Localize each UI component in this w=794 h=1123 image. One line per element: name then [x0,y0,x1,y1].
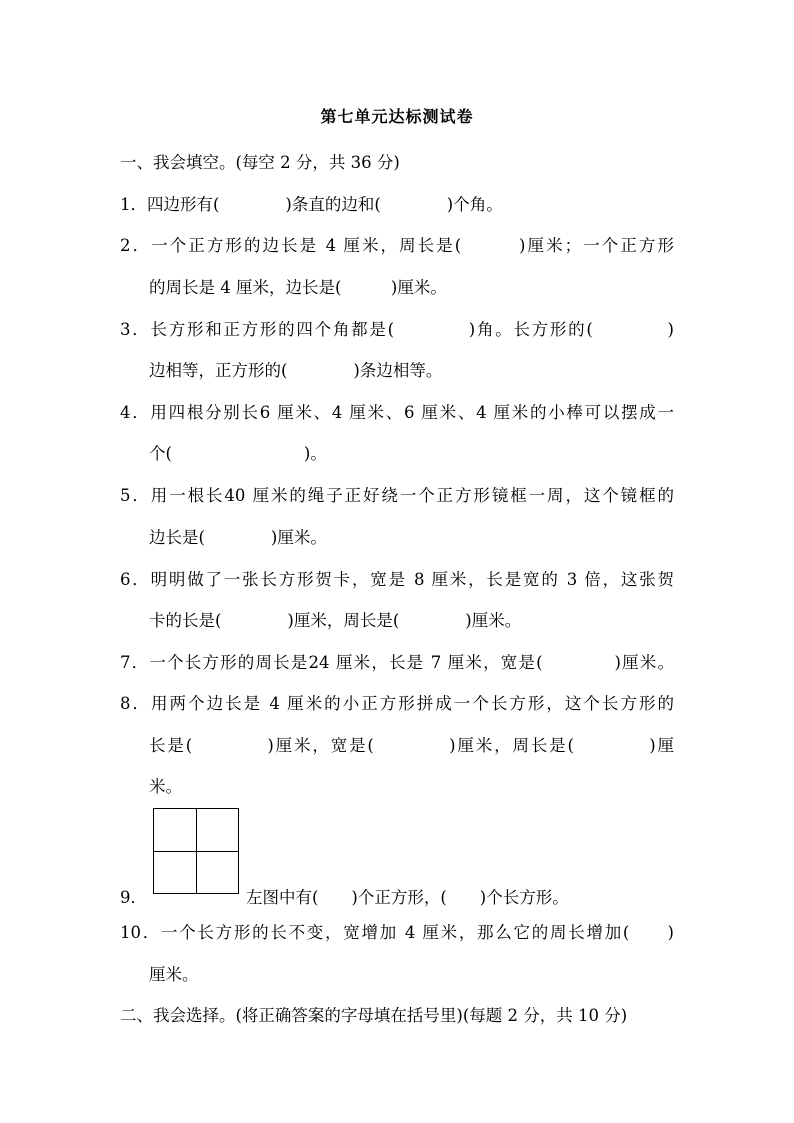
section-heading-fill-in: 一、我会填空。(每空 2 分，共 36 分) [120,153,400,172]
four-square-grid-figure [153,808,239,894]
question-9-text: 左图中有( )个正方形，( )个长方形。 [246,888,569,907]
question-10-line-2: 厘米。 [149,965,199,984]
question-4-line-1: 4．用四根分别长6 厘米、4 厘米、6 厘米、4 厘米的小棒可以摆成一 [120,403,674,422]
question-7: 7．一个长方形的周长是24 厘米，长是 7 厘米，宽是( )厘米。 [120,653,674,672]
question-3-line-2: 边相等，正方形的( )条边相等。 [149,361,443,380]
page-title: 第七单元达标测试卷 [320,107,474,126]
grid-horizontal-divider [154,851,238,852]
question-8-line-1: 8．用两个边长是 4 厘米的小正方形拼成一个长方形，这个长方形的 [120,694,674,713]
question-4-line-2: 个( )。 [149,444,327,463]
question-6-line-2: 卡的长是( )厘米，周长是( )厘米。 [149,611,522,630]
question-6-line-1: 6．明明做了一张长方形贺卡，宽是 8 厘米，长是宽的 3 倍，这张贺 [120,570,674,589]
section-heading-multiple-choice: 二、我会选择。(将正确答案的字母填在括号里)(每题 2 分，共 10 分) [120,1006,628,1025]
question-10-line-1: 10．一个长方形的长不变，宽增加 4 厘米，那么它的周长增加( ) [120,923,674,942]
question-1: 1．四边形有( )条直的边和( )个角。 [120,195,503,214]
question-5-line-1: 5．用一根长40 厘米的绳子正好绕一个正方形镜框一周，这个镜框的 [120,486,674,505]
question-8-line-3: 米。 [149,777,182,796]
question-8-line-2: 长是( )厘米，宽是( )厘米，周长是( )厘 [149,736,674,755]
question-5-line-2: 边长是( )厘米。 [149,528,327,547]
question-3-line-1: 3．长方形和正方形的四个角都是( )角。长方形的( ) [120,320,674,339]
question-2-line-2: 的周长是 4 厘米，边长是( )厘米。 [149,278,447,297]
question-9-number: 9． [120,888,147,907]
question-2-line-1: 2．一个正方形的边长是 4 厘米，周长是( )厘米；一个正方形 [120,236,674,255]
